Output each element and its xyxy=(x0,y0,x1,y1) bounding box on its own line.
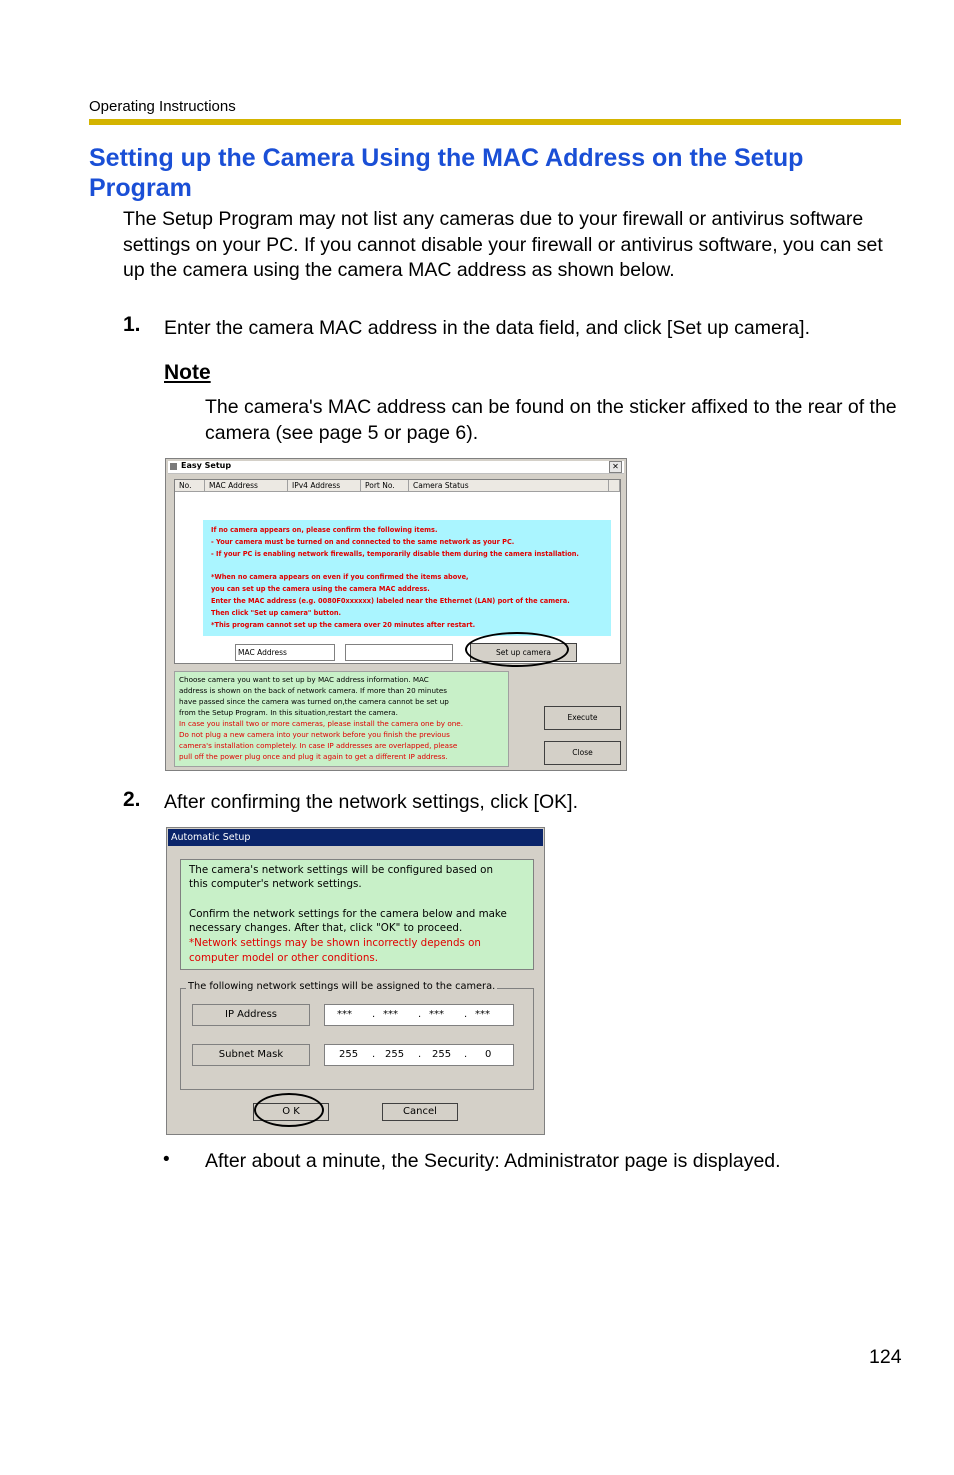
set-up-camera-button[interactable]: Set up camera xyxy=(470,643,577,662)
ip-octet-2: *** xyxy=(383,1009,398,1020)
cancel-button[interactable]: Cancel xyxy=(382,1103,458,1121)
info-line: from the Setup Program. In this situation,restart the camera. xyxy=(179,708,398,717)
setup-info-box xyxy=(174,671,509,767)
network-info-box xyxy=(180,859,534,970)
execute-button[interactable]: Execute xyxy=(544,706,621,730)
step-1-number: 1. xyxy=(123,313,141,336)
info-line: Confirm the network settings for the camera below and make xyxy=(189,908,507,920)
notice-line: If no camera appears on, please confirm the following items. xyxy=(211,526,438,534)
octet-separator: . xyxy=(464,1009,468,1020)
automatic-setup-window xyxy=(166,827,545,1135)
warning-line: computer model or other conditions. xyxy=(189,952,379,964)
ip-address-label: IP Address xyxy=(192,1004,310,1026)
octet-separator: . xyxy=(464,1049,468,1060)
subnet-mask-label: Subnet Mask xyxy=(192,1044,310,1066)
column-header-ipv4[interactable]: IPv4 Address xyxy=(288,480,361,492)
warning-line: camera's installation completely. In case IP addresses are overlapped, please xyxy=(179,741,458,750)
octet-separator: . xyxy=(372,1009,376,1020)
octet-separator: . xyxy=(372,1049,376,1060)
group-label: The following network settings will be assigned to the camera. xyxy=(188,981,496,992)
column-header-filler xyxy=(609,480,620,492)
warning-line: Do not plug a new camera into your network before you finish the previous xyxy=(179,730,450,739)
step-2-text: After confirming the network settings, click [OK]. xyxy=(164,791,578,813)
ip-address-input[interactable] xyxy=(324,1004,514,1026)
automatic-setup-title: Automatic Setup xyxy=(168,829,543,846)
running-header: Operating Instructions xyxy=(89,98,236,115)
info-line: this computer's network settings. xyxy=(189,878,362,890)
mac-address-label-field: MAC Address xyxy=(235,644,335,661)
step-1-text: Enter the camera MAC address in the data field, and click [Set up camera]. xyxy=(164,317,810,339)
notice-line: *This program cannot set up the camera over 20 minutes after restart. xyxy=(211,621,476,629)
ip-octet-1: *** xyxy=(337,1009,352,1020)
column-header-status[interactable]: Camera Status xyxy=(409,480,609,492)
warning-line: *Network settings may be shown incorrectly depends on xyxy=(189,937,481,949)
easy-setup-title: Easy Setup xyxy=(181,461,232,470)
step-2-number: 2. xyxy=(123,788,141,811)
warning-line: pull off the power plug once and plug it again to get a different IP address. xyxy=(179,752,448,761)
bullet-symbol: • xyxy=(163,1149,170,1170)
info-line: address is shown on the back of network camera. If more than 20 minutes xyxy=(179,686,448,695)
info-line: The camera's network settings will be configured based on xyxy=(189,864,493,876)
section-title: Setting up the Camera Using the MAC Address on the Setup Program xyxy=(89,144,804,202)
note-text: The camera's MAC address can be found on the sticker affixed to the rear of the camera (see page 5 or page 6). xyxy=(205,396,897,444)
bullet-text: After about a minute, the Security: Administrator page is displayed. xyxy=(205,1150,781,1172)
easy-setup-window xyxy=(165,458,627,771)
mask-octet-1: 255 xyxy=(339,1049,359,1060)
notice-line: *When no camera appears on even if you confirmed the items above, xyxy=(211,573,469,581)
notice-line: Then click "Set up camera" button. xyxy=(211,609,342,617)
notice-line: you can set up the camera using the camera MAC address. xyxy=(211,585,430,593)
column-header-mac[interactable]: MAC Address xyxy=(205,480,288,492)
network-settings-group xyxy=(180,981,534,1090)
mac-address-input[interactable] xyxy=(345,644,453,661)
notice-line: - If your PC is enabling network firewalls, temporarily disable them during the camera installation. xyxy=(211,550,579,558)
note-heading: Note xyxy=(164,361,211,384)
octet-separator: . xyxy=(418,1049,422,1060)
page-number: 124 xyxy=(869,1346,902,1368)
highlight-circle xyxy=(465,632,569,667)
info-line: have passed since the camera was turned on,the camera cannot be set up xyxy=(179,697,449,706)
camera-list[interactable] xyxy=(174,479,621,664)
notice-line: Enter the MAC address (e.g. 0080F0xxxxxx) labeled near the Ethernet (LAN) port of the camera. xyxy=(211,597,570,605)
warning-line: In case you install two or more cameras, please install the camera one by one. xyxy=(179,719,463,728)
close-icon[interactable]: ✕ xyxy=(609,461,622,473)
intro-paragraph: The Setup Program may not list any cameras due to your firewall or antivirus software settings on your PC. If you cannot disable your firewall or antivirus software, you can set up the camera using the camera MAC address as shown below. xyxy=(123,208,883,281)
info-line: necessary changes. After that, click "OK" to proceed. xyxy=(189,922,463,934)
notice-line: - Your camera must be turned on and connected to the same network as your PC. xyxy=(211,538,515,546)
ip-octet-3: *** xyxy=(429,1009,444,1020)
app-icon xyxy=(170,463,177,470)
octet-separator: . xyxy=(418,1009,422,1020)
mask-octet-3: 255 xyxy=(432,1049,452,1060)
highlight-circle xyxy=(254,1093,324,1127)
close-button[interactable]: Close xyxy=(544,741,621,765)
subnet-mask-input[interactable] xyxy=(324,1044,514,1066)
info-line: Choose camera you want to set up by MAC address information. MAC xyxy=(179,675,429,684)
easy-setup-titlebar xyxy=(168,461,624,474)
notice-box xyxy=(203,520,611,636)
mask-octet-2: 255 xyxy=(385,1049,405,1060)
column-header-port[interactable]: Port No. xyxy=(361,480,409,492)
mask-octet-4: 0 xyxy=(485,1049,492,1060)
ip-octet-4: *** xyxy=(475,1009,490,1020)
ok-button[interactable]: O K xyxy=(253,1103,329,1121)
column-header-no[interactable]: No. xyxy=(175,480,205,492)
header-rule xyxy=(89,119,901,125)
